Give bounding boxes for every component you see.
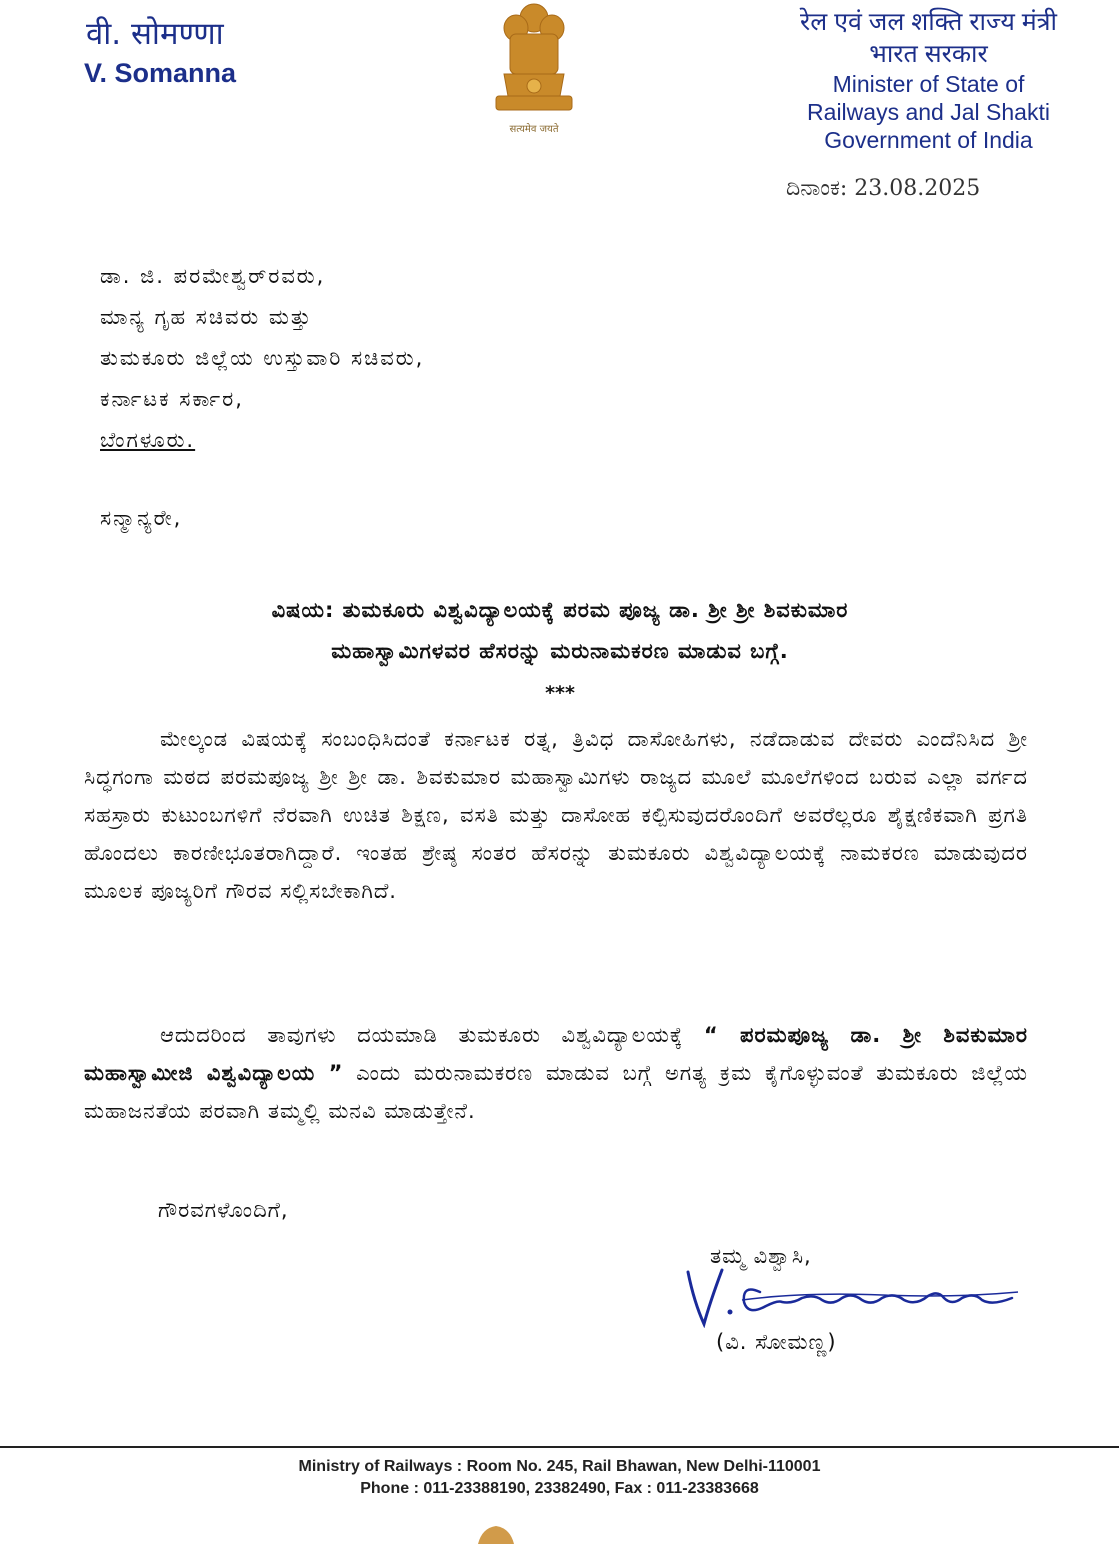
ministry-designation [800, 6, 1057, 154]
addressee-line-1: ಡಾ. ಜಿ. ಪರಮೇಶ್ವರ್‌ರವರು, [100, 264, 326, 288]
addressee-line-3: ತುಮಕೂರು ಜಿಲ್ಲೆಯ ಉಸ್ತುವಾರಿ ಸಚಿವರು, [100, 346, 425, 370]
designation-english-1: Minister of State of [832, 71, 1025, 97]
footer-divider [0, 1446, 1119, 1448]
national-emblem-icon [486, 0, 582, 140]
paragraph-2-start: ಆದುದರಿಂದ ತಾವುಗಳು ದಯಮಾಡಿ ತುಮಕೂರು ವಿಶ್ವವಿದ್ಯಾಲಯಕ್ಕೆ [160, 1023, 704, 1047]
date-label: ದಿನಾಂಕ: [786, 176, 848, 201]
subject-line-1: ವಿಷಯ: ತುಮಕೂರು ವಿಶ್ವವಿದ್ಯಾಲಯಕ್ಕೆ ಪರಮ ಪೂಜ್ಯ ಡಾ. ಶ್ರೀ ಶ್ರೀ ಶಿವಕುಮಾರ [271, 598, 849, 622]
date-value: 23.08.2025 [854, 176, 981, 201]
subject-separator: *** [545, 682, 575, 704]
addressee-line-5: ಬೆಂಗಳೂರು. [100, 428, 196, 452]
seal-partial-icon [474, 1524, 518, 1544]
university-name: “ ಪರಮಪೂಜ್ಯ ಡಾ. ಶ್ರೀ ಶಿವಕುಮಾರ ಮಹಾಸ್ವಾಮೀಜಿ ವಿಶ್ವವಿದ್ಯಾಲಯ ” [84, 1023, 1028, 1085]
footer [0, 1456, 1119, 1500]
yours-truly: ತಮ್ಮ ವಿಶ್ವಾಸಿ, [710, 1244, 812, 1268]
addressee-line-2: ಮಾನ್ಯ ಗೃಹ ಸಚಿವರು ಮತ್ತು [100, 305, 313, 329]
addressee-block [100, 256, 424, 461]
signatory-name: (ವಿ. ಸೋಮಣ್ಣ) [716, 1330, 837, 1354]
footer-address: Ministry of Railways : Room No. 245, Rail Bhawan, New Delhi-110001 [298, 1458, 821, 1475]
designation-english-2: Railways and Jal Shakti [807, 99, 1050, 125]
designation-hindi-1: रेल एवं जल शक्ति राज्य मंत्री [800, 8, 1057, 36]
designation-english-3: Government of India [824, 127, 1033, 153]
sender-name-hindi: वी. सोमण्णा [86, 16, 224, 52]
subject-line-2: ಮಹಾಸ್ವಾಮಿಗಳವರ ಹೆಸರನ್ನು ಮರುನಾಮಕರಣ ಮಾಡುವ ಬಗ್ಗೆ. [331, 639, 789, 663]
signature-icon [682, 1262, 1022, 1328]
paragraph-2-end: ಎಂದು ಮರುನಾಮಕರಣ ಮಾಡುವ ಬಗ್ಗೆ ಅಗತ್ಯ ಕ್ರಮ ಕೈಗೊಳ್ಳುವಂತೆ ತುಮಕೂರು ಜಿಲ್ಲೆಯ ಮಹಾಜನತೆಯ ಪರವಾಗಿ ತಮ್ಮಲ್ಲಿ ಮನವಿ ಮಾಡುತ್ತೇನೆ. [84, 1061, 1028, 1123]
footer-contact: Phone : 011-23388190, 23382490, Fax : 011-23383668 [360, 1480, 759, 1497]
addressee-line-4: ಕರ್ನಾಟಕ ಸರ್ಕಾರ, [100, 387, 244, 411]
body-paragraph-1: ಮೇಲ್ಕಂಡ ವಿಷಯಕ್ಕೆ ಸಂಬಂಧಿಸಿದಂತೆ ಕರ್ನಾಟಕ ರತ್ನ, ತ್ರಿವಿಧ ದಾಸೋಹಿಗಳು, ನಡೆದಾಡುವ ದೇವರು ಎಂದೆನಿಸಿದ ಶ್ರೀ ಸಿದ್ಧಗಂಗಾ ಮಠದ ಪರಮಪೂಜ್ಯ ಶ್ರೀ ಶ್ರೀ ಡಾ. ಶಿವಕುಮಾರ ಮಹಾಸ್ವಾಮಿಗಳು ರಾಜ್ಯದ ಮೂಲೆ ಮೂಲೆಗಳಿಂದ ಬರುವ ಎಲ್ಲಾ ವರ್ಗದ ಸಹಸ್ರಾರು ಕುಟುಂಬಗಳಿಗೆ ನೆರವಾಗಿ ಉಚಿತ ಶಿಕ್ಷಣ, ವಸತಿ ಮತ್ತು ದಾಸೋಹ ಕಲ್ಪಿಸುವುದರೊಂದಿಗೆ ಅವರೆಲ್ಲರೂ ಶೈಕ್ಷಣಿಕವಾಗಿ ಪ್ರಗತಿ ಹೊಂದಲು ಕಾರಣೀಭೂತರಾಗಿದ್ದಾರೆ. ಇಂತಹ ಶ್ರೇಷ್ಠ ಸಂತರ ಹೆಸರನ್ನು ತುಮಕೂರು ವಿಶ್ವವಿದ್ಯಾಲಯಕ್ಕೆ ನಾಮಕರಣ ಮಾಡುವುದರ ಮೂಲಕ ಪೂಜ್ಯರಿಗೆ ಗೌರವ ಸಲ್ಲಿಸಬೇಕಾಗಿದೆ. [84, 727, 1028, 903]
salutation: ಸನ್ಮಾನ್ಯರೇ, [100, 506, 183, 530]
body-paragraph-2 [84, 1016, 1028, 1130]
designation-hindi-2: भारत सरकार [869, 40, 988, 68]
emblem-motto: सत्यमेव जयते [509, 124, 559, 135]
letter-date [786, 176, 980, 201]
subject-block [110, 590, 1010, 672]
sender-name-english: V. Somanna [84, 58, 237, 88]
closing: ಗೌರವಗಳೊಂದಿಗೆ, [158, 1198, 289, 1222]
